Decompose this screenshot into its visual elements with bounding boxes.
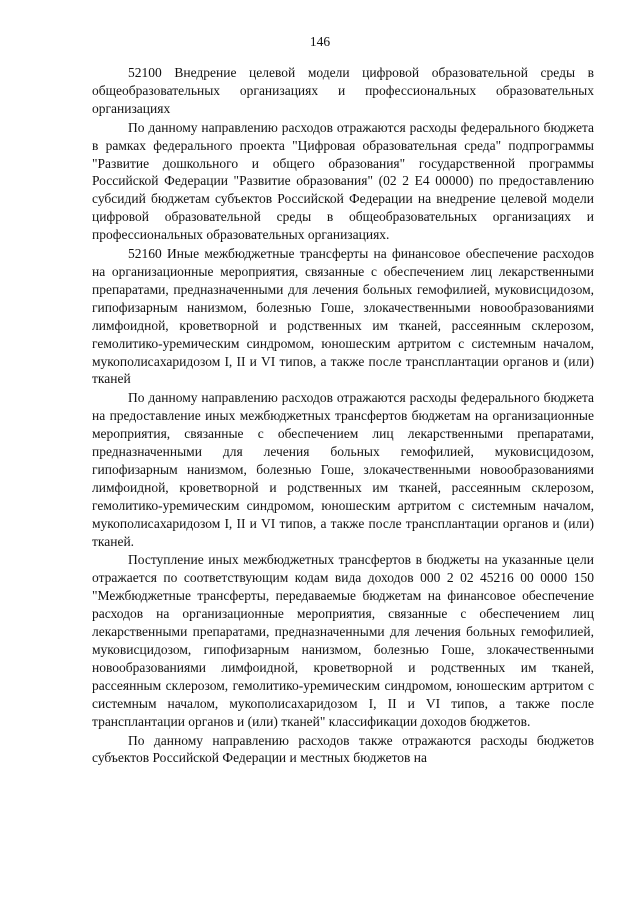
document-body — [92, 64, 594, 768]
paragraph-continuation: По данному направлению расходов также отражаются расходы бюджетов субъектов Российской Федерации и местных бюджетов на — [92, 732, 594, 766]
paragraph-52100-heading: 52100 Внедрение целевой модели цифровой образовательной среды в общеобразовательных организациях и профессиональных образовательных организациях — [92, 65, 594, 116]
page-number: 146 — [309, 34, 331, 49]
paragraph-52160-description: По данному направлению расходов отражаются расходы федерального бюджета на предоставление иных межбюджетных трансфертов бюджетам на организационные мероприятия, связанные с обеспечением лиц лекарственными препаратами, предназначенными для лечения больных гемофилией, муковисцидозом, гипофизарным нанизмом, болезнью Гоше, злокачественными новообразованиями лимфоидной, кроветворной и родственных им тканей, рассеянным склерозом, гемолитико-уремическим синдромом, юношеским артритом с системным началом, мукополисахаридозом I, II и VI типов, а также после трансплантации органов и (или) тканей. — [92, 390, 594, 549]
paragraph-52100-description: По данному направлению расходов отражаются расходы федерального бюджета в рамках федерального проекта "Цифровая образовательная среда" подпрограммы "Развитие дошкольного и общего образования" государственной программы Российской Федерации "Развитие образования" (02 2 E4 00000) по предоставлению субсидий бюджетам субъектов Российской Федерации на внедрение целевой модели цифровой образовательной среды в общеобразовательных организациях и профессиональных образовательных организациях. — [92, 119, 594, 243]
paragraph-income-codes: Поступление иных межбюджетных трансфертов в бюджеты на указанные цели отражается по соответствующим кодам вида доходов 000 2 02 45216 00 0000 150 "Межбюджетные трансферты, передаваемые бюджетам на финансовое обеспечение расходов на организационные мероприятия, связанные с обеспечением лиц лекарственными препаратами, предназначенными для лечения больных гемофилией, муковисцидозом, гипофизарным нанизмом, болезнью Гоше, злокачественными новообразованиями лимфоидной, кроветворной и родственных им тканей, рассеянным склерозом, гемолитико-уремическим синдромом, юношеским артритом с системным началом, мукополисахаридозом I, II и VI типов, а также после трансплантации органов и (или) тканей" классификации доходов бюджетов. — [92, 552, 594, 729]
paragraph-52160-heading: 52160 Иные межбюджетные трансферты на финансовое обеспечение расходов на организационные мероприятия, связанные с обеспечением лиц лекарственными препаратами, предназначенными для лечения больных гемофилией, муковисцидозом, гипофизарным нанизмом, болезнью Гоше, злокачественными новообразованиями лимфоидной, кроветворной и родственных им тканей, рассеянным склерозом, гемолитико-уремическим синдромом, юношеским артритом с системным началом, мукополисахаридозом I, II и VI типов, а также после трансплантации органов и (или) тканей — [92, 246, 594, 387]
